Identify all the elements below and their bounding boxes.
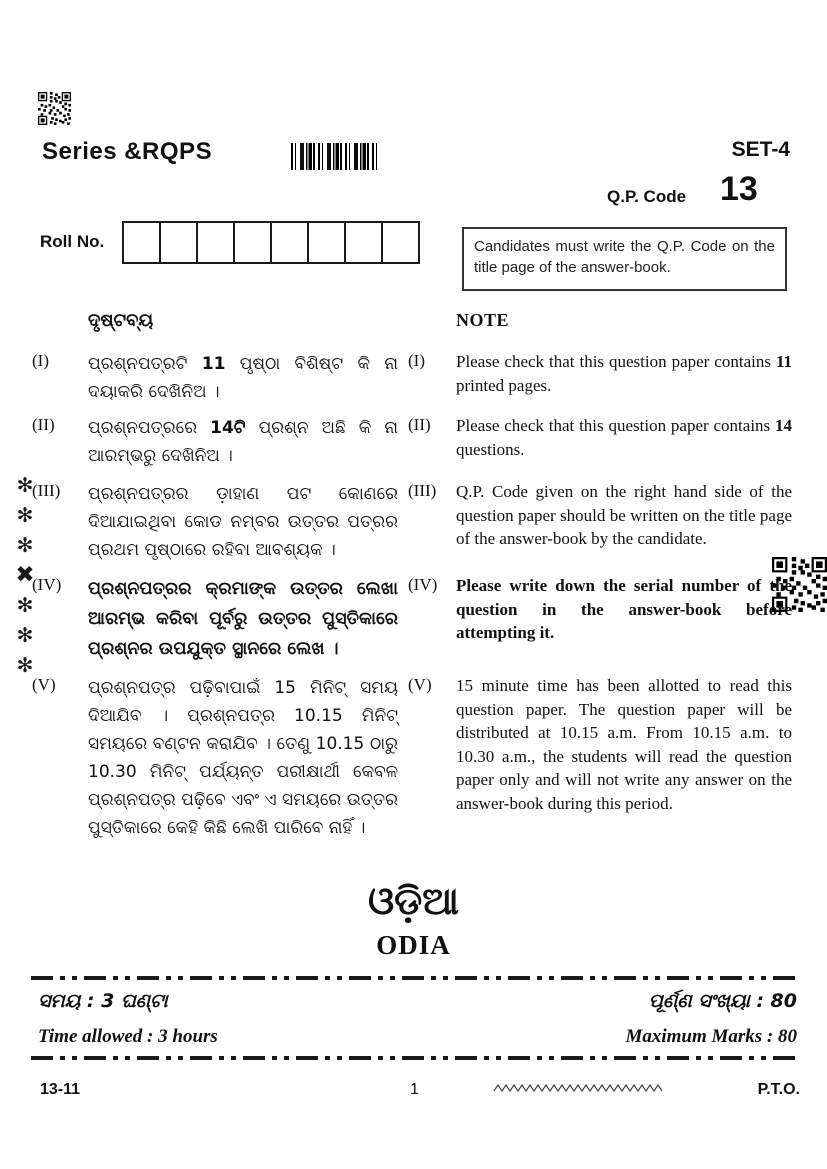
barcode [291, 143, 381, 170]
maximum-marks-odia: ପୂର୍ଣ୍ଣ ସଂଖ୍ୟା : 80 [648, 990, 797, 1012]
candidates-note-box [462, 227, 787, 291]
item-numeral: (II) [32, 415, 55, 434]
snowflake-icon: ✻ [16, 503, 34, 527]
english-note-heading: NOTE [456, 310, 510, 330]
roll-digit-box [344, 221, 383, 264]
instruction-item-3 [32, 480, 792, 574]
pto-label: P.T.O. [757, 1081, 800, 1098]
dashed-divider-bottom [31, 1056, 797, 1060]
time-allowed-english: Time allowed : 3 hours [38, 1026, 218, 1047]
roll-digit-box [233, 221, 272, 264]
qp-code-value: 13 [720, 170, 758, 208]
maximum-marks-block [625, 988, 797, 1050]
item-numeral: (IV) [408, 575, 438, 594]
odia-instruction-text: ପ୍ରଶ୍ନପତ୍ରର ଡ଼ାହାଣ ପଟ କୋଣରେ ଦିଆଯାଇଥିବା କୋଡ ନମ୍ବର ଉତ୍ତର ପତ୍ରର ପ୍ରଥମ ପୃଷ୍ଠାରେ ରହିବା ଆବଶ୍ୟକ । [88, 484, 398, 560]
set-label: SET-4 [731, 138, 790, 161]
zigzag-divider [492, 1082, 664, 1094]
roll-digit-box [270, 221, 309, 264]
odia-note-heading: ଦୃଷ୍ଟବ୍ୟ [88, 310, 154, 331]
odia-instruction-text: ପ୍ରଶ୍ନପତ୍ରର କ୍ରମାଙ୍କ ଉତ୍ତର ଲେଖା ଆରମ୍ଭ କରିବା ପୂର୍ବରୁ ଉତ୍ତର ପୁସ୍ତିକାରେ ପ୍ରଶ୍ନର ଉପଯୁକ୍ତ ସ୍ଥାନରେ ଲେଖ । [88, 579, 398, 659]
snowflake-icon: ✻ [16, 653, 34, 677]
snowflake-icon: ✻ [16, 533, 34, 557]
english-instruction-text: Please check that this question paper contains 14 questions. [456, 416, 792, 459]
item-numeral: (IV) [32, 575, 62, 594]
english-instruction-text: Please write down the serial number of the question in the answer-book before attempting it. [456, 576, 792, 642]
subject-title-block [0, 876, 827, 962]
page-number: 1 [410, 1081, 419, 1098]
time-allowed-block [38, 988, 218, 1050]
snowflake-icon: ✻ [16, 473, 34, 497]
dashed-divider-top [31, 976, 797, 980]
roll-no-label: Roll No. [40, 232, 105, 251]
maximum-marks-english: Maximum Marks : 80 [625, 1026, 797, 1047]
roll-digit-box [307, 221, 346, 264]
cross-icon: ✖ [15, 562, 35, 588]
odia-instruction-text: ପ୍ରଶ୍ନପତ୍ରରେ 14ଟି ପ୍ରଶ୍ନ ଅଛି କି ନା ଆରମ୍ଭରୁ ଦେଖିନିଅ । [88, 418, 398, 466]
snowflake-icon: ✻ [16, 623, 34, 647]
paper-title-odia: ଓଡ଼ିଆ [367, 879, 460, 923]
item-numeral: (II) [408, 415, 431, 434]
paper-code: 13-11 [40, 1081, 81, 1098]
item-numeral: (V) [408, 675, 432, 694]
roll-number-boxes [122, 221, 420, 264]
qp-code-label: Q.P. Code [607, 187, 687, 206]
series-label: Series &RQPS [42, 138, 213, 165]
english-instruction-text: Please check that this question paper contains 11 printed pages. [456, 352, 792, 395]
paper-title-english: ODIA [376, 930, 451, 960]
odia-instruction-text: ପ୍ରଶ୍ନପତ୍ର ପଢ଼ିବାପାଇଁ 15 ମିନିଟ୍ ସମୟ ଦିଆଯିବ । ପ୍ରଶ୍ନପତ୍ର 10.15 ମିନିଟ୍ ସମୟରେ ବଣ୍ଟନ କରାଯିବ । ତେଣୁ 10.15 ଠାରୁ 10.30 ମିନିଟ୍ ପର୍ଯ୍ୟନ୍ତ ପରୀକ୍ଷାର୍ଥୀ କେବଳ ପ୍ରଶ୍ନପତ୍ର ପଢ଼ିବେ ଏବଂ ଏ ସମୟରେ ଉତ୍ତର ପୁସ୍ତିକାରେ କେହି କିଛି ଲେଖି ପାରିବେ ନାହିଁ । [88, 678, 398, 838]
item-numeral: (III) [32, 481, 61, 500]
odia-instruction-text: ପ୍ରଶ୍ନପତ୍ରଟି 11 ପୃଷ୍ଠା ବିଶିଷ୍ଟ କି ନା ଦୟାକରି ଦେଖିନିଅ । [88, 354, 398, 402]
english-instruction-text: Q.P. Code given on the right hand side of the question paper should be written on the title page of the answer-book by the candidate. [456, 482, 792, 548]
item-numeral: (I) [32, 351, 49, 370]
instruction-item-5 [32, 674, 792, 842]
snowflake-icon: ✻ [16, 593, 34, 617]
item-numeral: (III) [408, 481, 437, 500]
instruction-item-4 [32, 574, 792, 674]
roll-digit-box [159, 221, 198, 264]
instruction-item-2 [32, 414, 792, 480]
instructions-section [32, 310, 792, 842]
english-instruction-text: 15 minute time has been allotted to read this question paper. The question paper will be distributed at 10.15 a.m. From 10.15 a.m. to 10.30 a.m., the students will read the question paper only and will not write any answer on the answer-book during this period. [456, 676, 792, 813]
roll-digit-box [381, 221, 420, 264]
roll-digit-box [196, 221, 235, 264]
candidates-note-text: Candidates must write the Q.P. Code on the title page of the answer-book. [474, 238, 775, 276]
item-numeral: (V) [32, 675, 56, 694]
instruction-item-1 [32, 350, 792, 414]
qr-code-icon [38, 91, 71, 126]
time-allowed-odia: ସମୟ : 3 ଘଣ୍ଟା [38, 990, 168, 1012]
item-numeral: (I) [408, 351, 425, 370]
roll-digit-box [122, 221, 161, 264]
